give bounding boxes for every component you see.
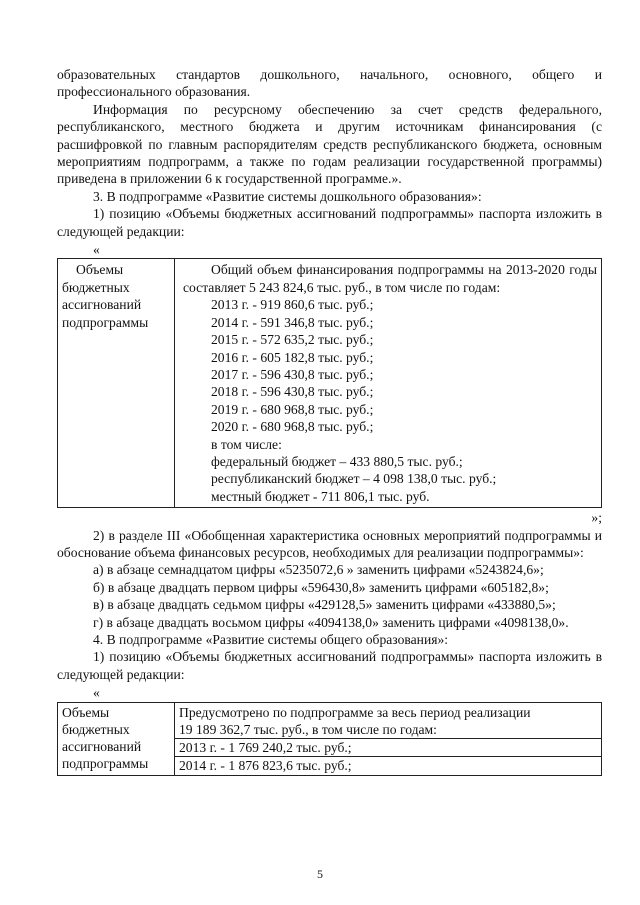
- label-line: подпрограммы: [62, 755, 149, 771]
- value-line: 2013 г. - 1 769 240,2 тыс. руб.;: [175, 738, 601, 756]
- paragraph-item-4-1: 1) позицию «Объемы бюджетных ассигнований подпрограммы» паспорта изложить в следующей редакции:: [57, 649, 602, 682]
- paragraph-item-v: в) в абзаце двадцать седьмом цифры «429128,5» заменить цифрами «433880,5»;: [93, 597, 556, 613]
- year-line: 2020 г. - 680 968,8 тыс. руб.;: [211, 419, 374, 435]
- quote-open-mark: «: [93, 685, 100, 701]
- paragraph-item-4: 4. В подпрограмме «Развитие системы общего образования»:: [93, 632, 449, 647]
- source-line: федеральный бюджет – 433 880,5 тыс. руб.;: [211, 453, 463, 469]
- year-line: 2017 г. - 596 430,8 тыс. руб.;: [211, 366, 374, 382]
- label-line: бюджетных: [62, 721, 130, 737]
- year-line: 2014 г. - 591 346,8 тыс. руб.;: [211, 314, 374, 330]
- label-line: Объемы: [76, 262, 124, 278]
- table-value-cell: [175, 259, 602, 508]
- source-line: местный бюджет - 711 806,1 тыс. руб.: [211, 488, 430, 504]
- budget-table-preschool: [57, 258, 602, 508]
- paragraph-item-a: а) в абзаце семнадцатом цифры «5235072,6 » заменить цифрами «5243824,6»;: [93, 562, 544, 578]
- table-row: [58, 259, 602, 508]
- paragraph-item-g: г) в абзаце двадцать восьмом цифры «4094138,0» заменить цифрами «4098138,0».: [93, 614, 569, 630]
- budget-table-general: [57, 702, 602, 776]
- page-number: 5: [317, 867, 323, 881]
- document-body: [57, 66, 602, 776]
- paragraph-item-2: 2) в разделе III «Обобщенная характеристика основных мероприятий подпрограммы и обоснование объема финансовых ресурсов, необходимых для реализации подпрограммы»:: [57, 527, 602, 560]
- paragraph-item-b: б) в абзаце двадцать первом цифры «596430,8» заменить цифрами «605182,8»;: [93, 579, 549, 595]
- table-row: [58, 702, 602, 775]
- value-line: Предусмотрено по подпрограмме за весь период реализации: [179, 704, 531, 720]
- funding-intro: Общий объем финансирования подпрограммы на 2013-2020 годы составляет 5 243 824,6 тыс. руб., в том числе по годам:: [183, 262, 597, 295]
- table-label-cell: [58, 259, 175, 508]
- paragraph-continuation: образовательных стандартов дошкольного, начального, основного, общего и профессионального образования.: [57, 67, 602, 100]
- label-line: ассигнований: [62, 297, 142, 313]
- value-line: 2014 г. - 1 876 823,6 тыс. руб.;: [175, 756, 601, 774]
- table-label-cell: [58, 702, 175, 775]
- label-line: Объемы: [62, 704, 110, 720]
- label-line: ассигнований: [62, 738, 142, 754]
- label-line: подпрограммы: [62, 314, 149, 330]
- paragraph-resources-info: Информация по ресурсному обеспечению за счет средств федерального, республиканского, местного бюджета и другим источникам финансирования (с расшифровкой по главным распорядителям средств республиканского бюджета, основным мероприятиям подпрограмм, а также по годам реализации государственной программы) приведена в приложении 6 к государственной программе.».: [57, 101, 602, 187]
- year-line: 2013 г. - 919 860,6 тыс. руб.;: [211, 297, 374, 313]
- source-line: республиканский бюджет – 4 098 138,0 тыс. руб.;: [211, 471, 497, 487]
- quote-open-mark: «: [93, 242, 100, 258]
- table-value-cell: [175, 702, 602, 775]
- quote-close-mark: »;: [591, 510, 602, 526]
- year-line: 2015 г. - 572 635,2 тыс. руб.;: [211, 332, 374, 348]
- paragraph-item-3-1: 1) позицию «Объемы бюджетных ассигнований подпрограммы» паспорта изложить в следующей редакции:: [57, 206, 602, 239]
- year-line: 2016 г. - 605 182,8 тыс. руб.;: [211, 349, 374, 365]
- including-label: в том числе:: [211, 436, 282, 452]
- year-line: 2018 г. - 596 430,8 тыс. руб.;: [211, 384, 374, 400]
- year-line: 2019 г. - 680 968,8 тыс. руб.;: [211, 401, 374, 417]
- value-line: 19 189 362,7 тыс. руб., в том числе по годам:: [179, 721, 437, 737]
- label-line: бюджетных: [62, 279, 130, 295]
- paragraph-item-3: 3. В подпрограмме «Развитие системы дошкольного образования»:: [93, 188, 482, 204]
